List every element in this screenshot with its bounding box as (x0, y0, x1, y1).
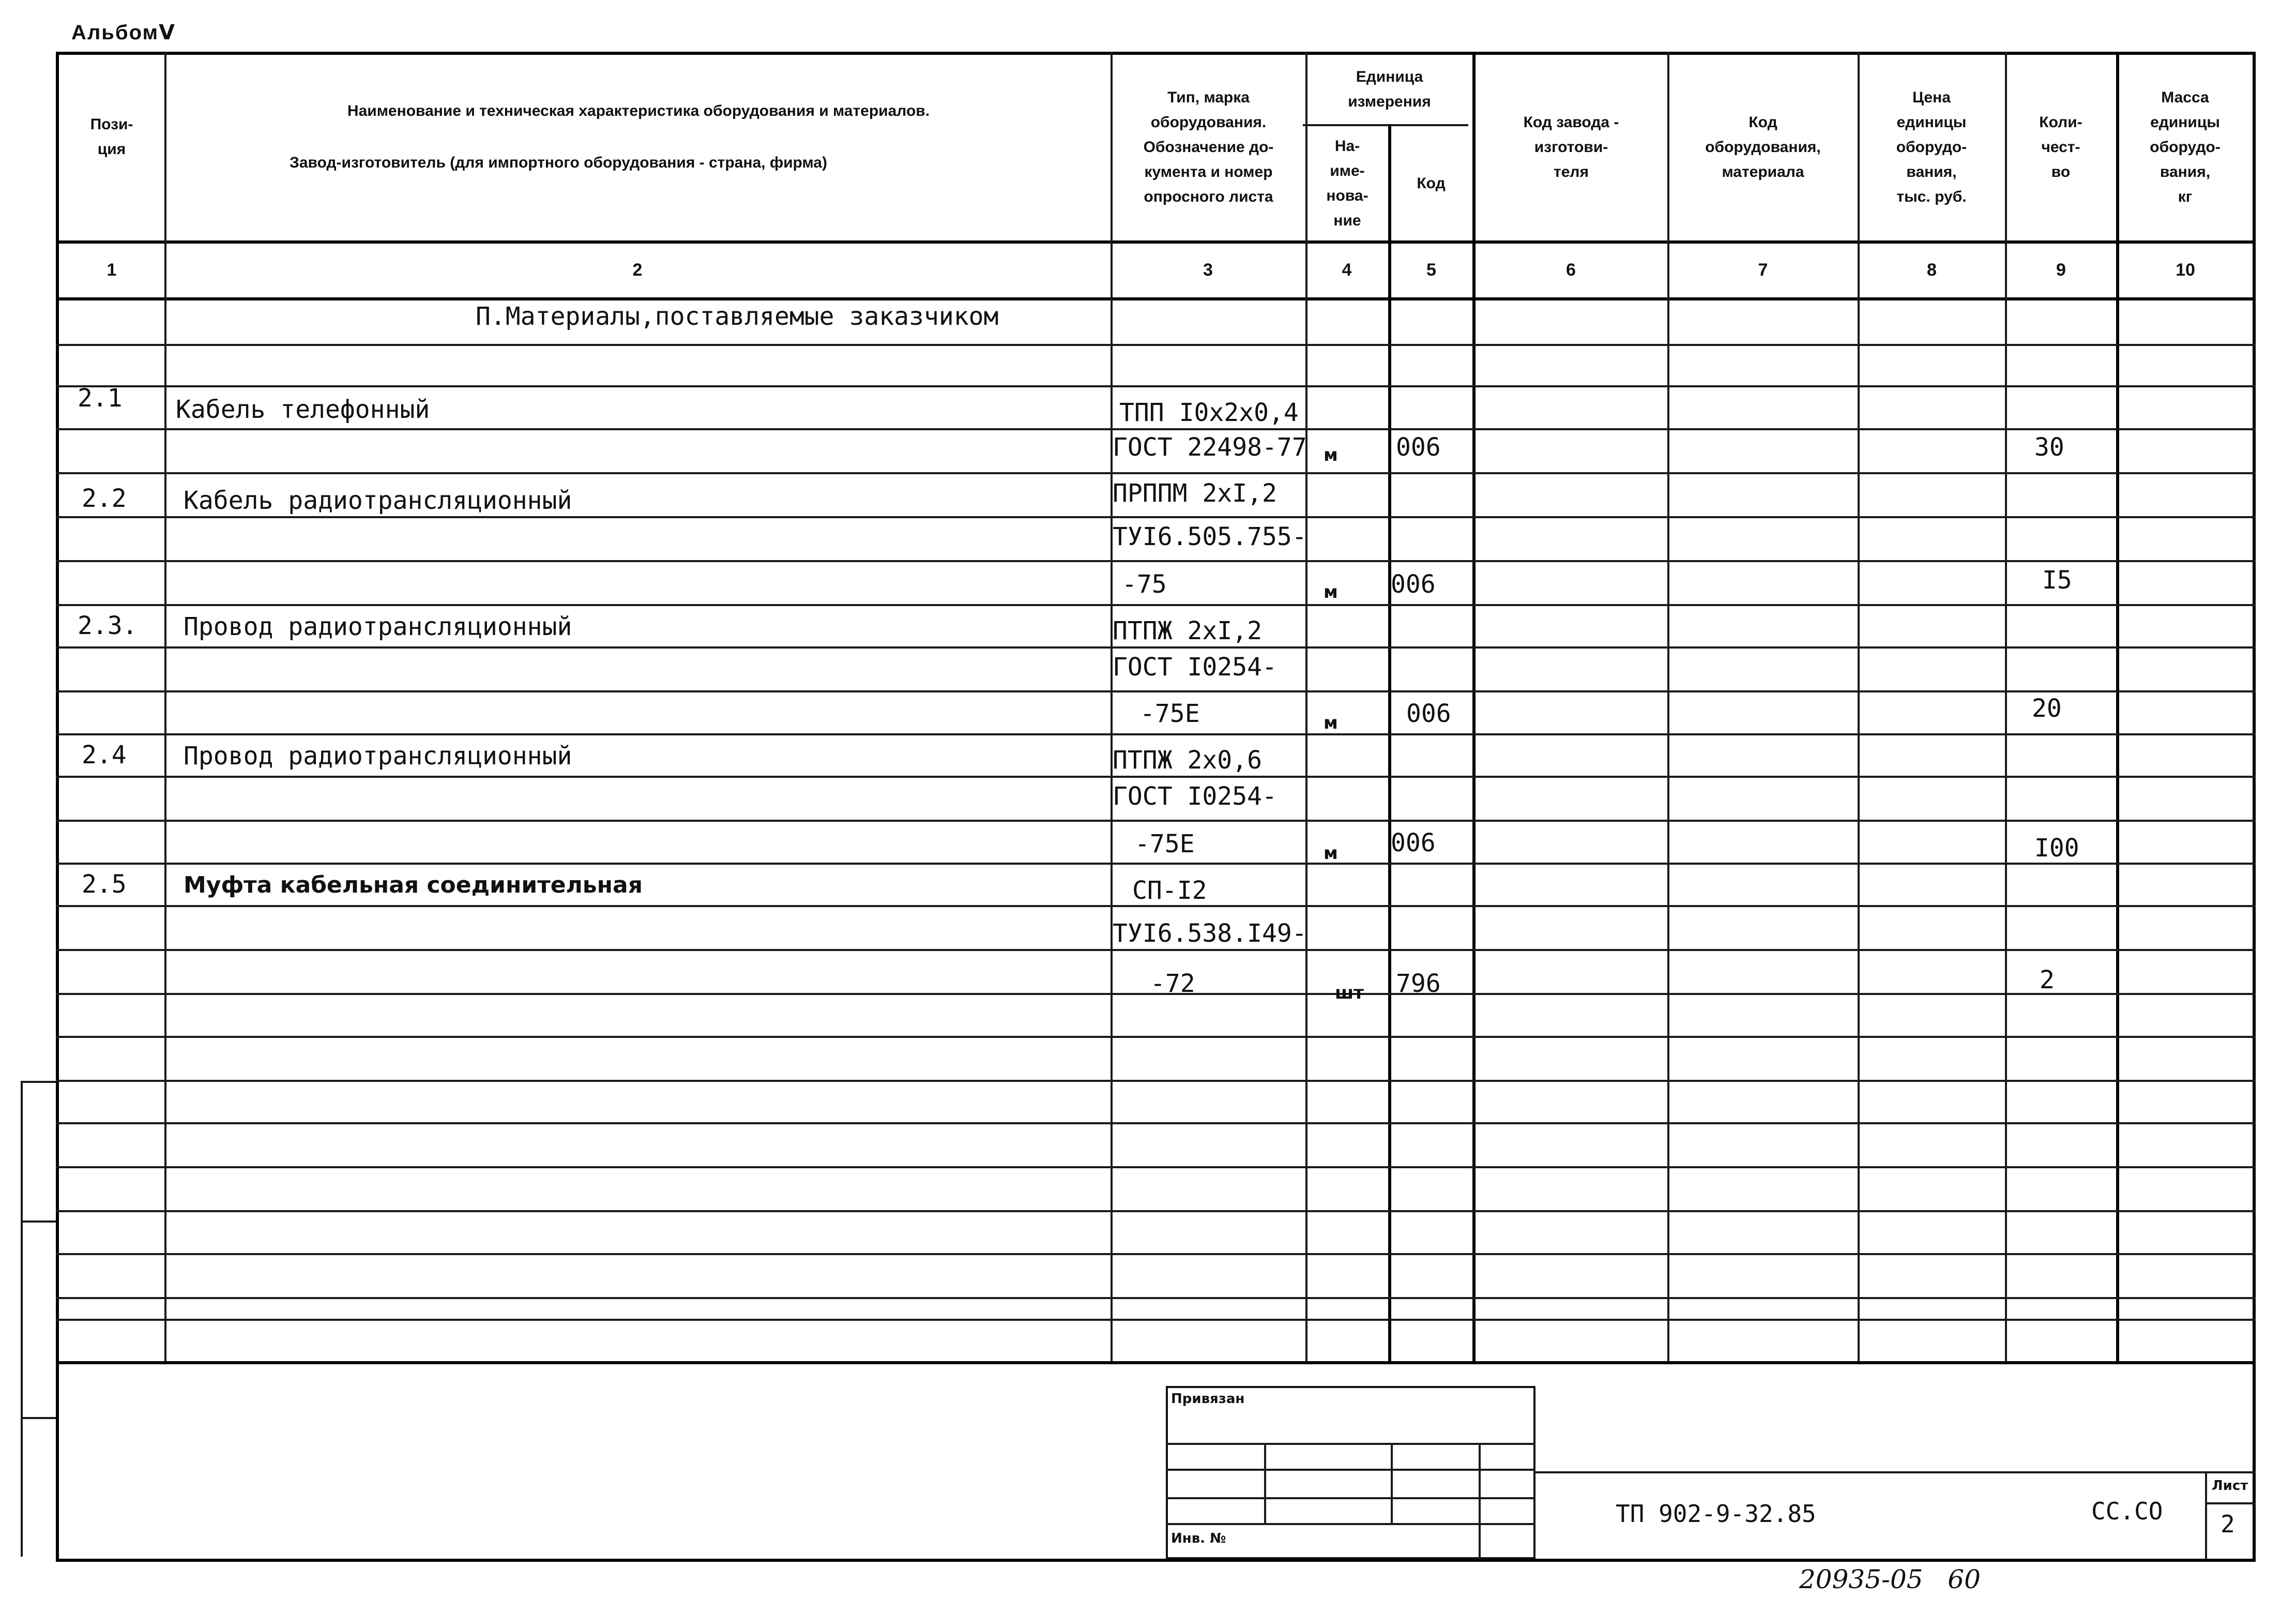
row-type: -75Е (1140, 699, 1200, 728)
row-type: ТУI6.505.755- (1113, 522, 1307, 551)
row-name: Провод радиотрансляционный (184, 612, 572, 641)
sheet-number: 2 (2221, 1510, 2235, 1538)
row-quantity: I00 (2034, 834, 2079, 863)
column-number: 1 (107, 260, 117, 280)
header-price: Цена единицы оборудо- вания, тыс. руб. (1896, 89, 1967, 205)
row-unit: м (1324, 445, 1338, 465)
header-quantity: Коли- чест- во (2039, 114, 2082, 180)
row-position: 2.1 (78, 384, 123, 413)
row-position: 2.3. (78, 611, 138, 640)
row-unit: м (1324, 713, 1338, 733)
header-unit: Единица измерения (1348, 68, 1431, 110)
row-quantity: 30 (2034, 433, 2064, 462)
row-type: ПТПЖ 2x0,6 (1113, 746, 1262, 775)
row-unit: м (1324, 582, 1338, 602)
row-code: 796 (1396, 969, 1441, 998)
album-label: АльбомⅤ (71, 21, 176, 44)
stamp-inventory-label: Инв. № (1171, 1531, 1226, 1546)
header-equipment-code: Код оборудования, материала (1705, 114, 1821, 180)
row-unit: шт (1335, 983, 1364, 1003)
row-type: ТУI6.538.I49- (1113, 919, 1307, 948)
column-number: 10 (2176, 260, 2195, 280)
header-mass: Масса единицы оборудо- вания, кг (2150, 89, 2221, 205)
column-number: 9 (2056, 260, 2066, 280)
row-type: ТПП I0x2x0,4 (1119, 398, 1299, 427)
row-quantity: 2 (2040, 966, 2055, 994)
footer-number: 20935-05 60 (1799, 1564, 1981, 1594)
row-code: 006 (1396, 433, 1441, 462)
row-type: ГОСТ I0254- (1113, 782, 1277, 811)
row-type: -72 (1150, 969, 1195, 998)
sheet-label: Лист (2212, 1478, 2248, 1494)
document-code: ТП 902-9-32.85 (1616, 1500, 1816, 1528)
row-quantity: I5 (2042, 566, 2072, 595)
row-position: 2.2 (82, 484, 127, 513)
header-unit-name: На- име- нова- ние (1326, 138, 1369, 229)
row-code: 006 (1391, 570, 1436, 599)
header-name-line2: Завод-изготовитель (для импортного оборудования - страна, фирма) (290, 154, 827, 171)
column-number: 6 (1566, 260, 1576, 280)
row-position: 2.4 (82, 741, 127, 770)
row-type: -75 (1122, 570, 1167, 599)
row-type: ПТПЖ 2xI,2 (1113, 616, 1262, 645)
stamp-linked-label: Привязан (1171, 1391, 1245, 1407)
column-number: 5 (1426, 260, 1436, 280)
row-type: -75Е (1135, 830, 1195, 858)
header-position: Пози- ция (90, 116, 133, 158)
column-number: 7 (1758, 260, 1768, 280)
row-name: Кабель телефонный (176, 395, 430, 424)
column-number: 4 (1342, 260, 1352, 280)
row-code: 006 (1391, 828, 1436, 857)
row-name: Кабель радиотрансляционный (184, 486, 572, 515)
row-code: 006 (1406, 699, 1451, 728)
column-number: 8 (1927, 260, 1937, 280)
column-number: 2 (632, 260, 643, 280)
row-type: ГОСТ 22498-77 (1113, 433, 1307, 462)
section-title: П.Материалы,поставляемые заказчиком (476, 302, 999, 331)
header-type: Тип, марка оборудования. Обозначение до- кумента и номер опросного листа (1143, 89, 1274, 205)
row-name: Муфта кабельная соединительная (184, 872, 643, 898)
row-quantity: 20 (2032, 694, 2062, 723)
header-maker-code: Код завода - изготови- теля (1523, 114, 1619, 180)
row-name: Провод радиотрансляционный (184, 742, 572, 771)
row-type: СП-I2 (1132, 876, 1207, 905)
sheet-code: СС.СО (2091, 1497, 2163, 1525)
row-type: ГОСТ I0254- (1113, 653, 1277, 682)
row-type: ПРППМ 2xI,2 (1113, 479, 1277, 508)
row-position: 2.5 (82, 870, 127, 899)
header-unit-code: Код (1417, 175, 1446, 192)
column-number: 3 (1203, 260, 1213, 280)
header-name-line1: Наименование и техническая характеристика оборудования и материалов. (347, 102, 930, 119)
row-unit: м (1324, 843, 1338, 864)
